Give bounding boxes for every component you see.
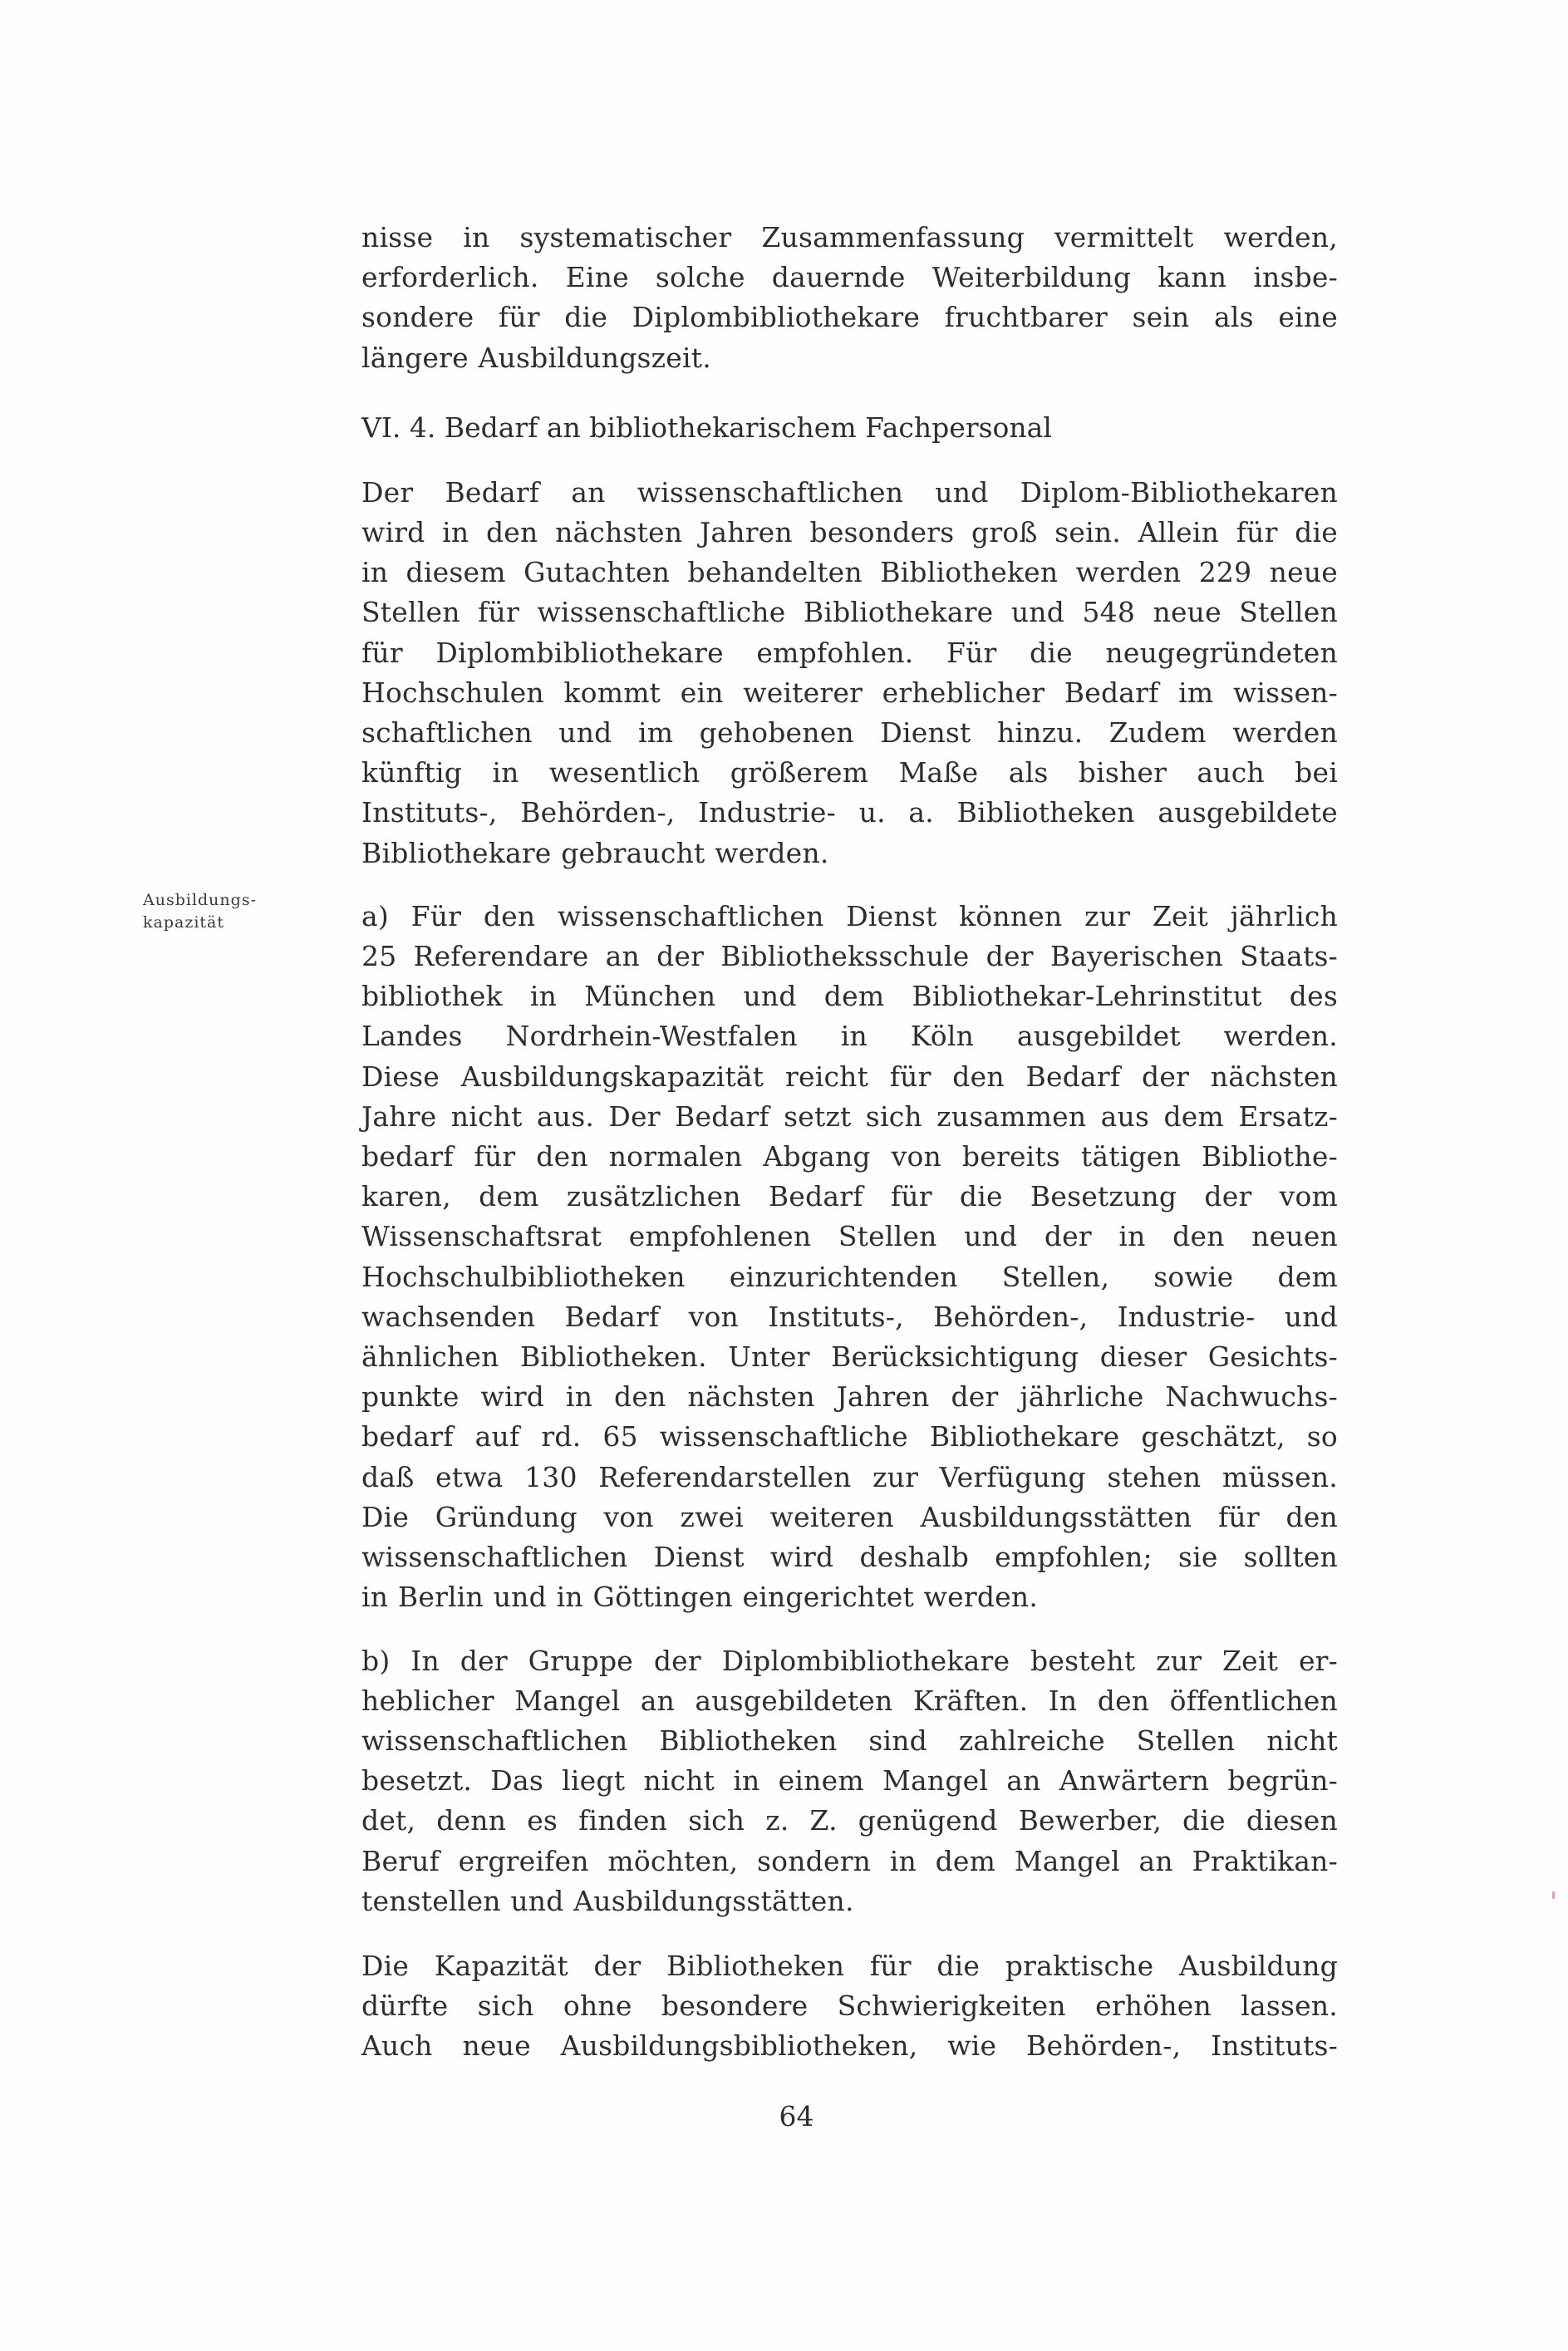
text-line: Hochschulbibliotheken einzurichtenden Stellen, sowie dem bbox=[361, 1260, 1338, 1293]
body-text-column bbox=[361, 218, 1338, 2067]
paragraph-bedarf bbox=[361, 473, 1338, 873]
text-line: Jahre nicht aus. Der Bedarf setzt sich zusammen aus dem Ersatz- bbox=[361, 1099, 1338, 1133]
text-line: tenstellen und Ausbildungsstätten. bbox=[361, 1884, 854, 1917]
text-line: wissenschaftlichen Dienst wird deshalb empfohlen; sie sollten bbox=[361, 1541, 1338, 1574]
text-line: wird in den nächsten Jahren besonders groß sein. Allein für die bbox=[361, 516, 1338, 549]
text-line: besetzt. Das liegt nicht in einem Mangel an Anwärtern begrün- bbox=[361, 1764, 1338, 1798]
text-line: det, denn es finden sich z. Z. genügend Bewerber, die diesen bbox=[361, 1804, 1338, 1837]
text-line: für Diplombibliothekare empfohlen. Für die neugegründeten bbox=[361, 636, 1338, 669]
text-line: Wissenschaftsrat empfohlenen Stellen und der in den neuen bbox=[361, 1220, 1338, 1253]
paragraph-a bbox=[361, 897, 1338, 1618]
text-line: längere Ausbildungszeit. bbox=[361, 341, 711, 374]
text-line: künftig in wesentlich größerem Maße als bisher auch bei bbox=[361, 756, 1338, 789]
text-line: Beruf ergreifen möchten, sondern in dem Mangel an Praktikan- bbox=[361, 1844, 1338, 1877]
text-line: 25 Referendare an der Bibliotheksschule der Bayerischen Staats- bbox=[361, 940, 1338, 973]
text-line: bedarf für den normalen Abgang von bereits tätigen Bibliothe- bbox=[361, 1140, 1338, 1173]
intro-paragraph bbox=[361, 218, 1338, 378]
text-line: bibliothek in München und dem Bibliothekar-Lehrinstitut des bbox=[361, 980, 1338, 1013]
text-line: heblicher Mangel an ausgebildeten Kräften. In den öffentlichen bbox=[361, 1684, 1338, 1717]
text-line: Auch neue Ausbildungsbibliotheken, wie Behörden-, Instituts- bbox=[361, 2029, 1338, 2063]
text-line: daß etwa 130 Referendarstellen zur Verfügung stehen müssen. bbox=[361, 1460, 1338, 1493]
text-line: wachsenden Bedarf von Instituts-, Behörden-, Industrie- und bbox=[361, 1300, 1338, 1333]
text-line: Diese Ausbildungskapazität reicht für den Bedarf der nächsten bbox=[361, 1060, 1338, 1093]
text-line: ähnlichen Bibliotheken. Unter Berücksichtigung dieser Gesichts- bbox=[361, 1340, 1338, 1374]
text-line: in Berlin und in Göttingen eingerichtet werden. bbox=[361, 1581, 1039, 1614]
text-line: Bibliothekare gebraucht werden. bbox=[361, 836, 829, 869]
text-line: Instituts-, Behörden-, Industrie- u. a. Bibliotheken ausgebildete bbox=[361, 796, 1338, 829]
page-number: 64 bbox=[779, 2100, 814, 2132]
margin-note-line: kapazität bbox=[143, 913, 225, 932]
text-line: in diesem Gutachten behandelten Bibliotheken werden 229 neue bbox=[361, 556, 1338, 589]
text-line: karen, dem zusätzlichen Bedarf für die Besetzung der vom bbox=[361, 1180, 1338, 1213]
paragraph-capacity bbox=[361, 1946, 1338, 2067]
paragraph-b bbox=[361, 1641, 1338, 1921]
text-line: Der Bedarf an wissenschaftlichen und Diplom-Bibliothekaren bbox=[361, 475, 1338, 509]
text-line: dürfte sich ohne besondere Schwierigkeiten erhöhen lassen. bbox=[361, 1989, 1338, 2023]
text-line: wissenschaftlichen Bibliotheken sind zahlreiche Stellen nicht bbox=[361, 1724, 1338, 1757]
text-line: erforderlich. Eine solche dauernde Weiterbildung kann insbe- bbox=[361, 261, 1338, 294]
text-line: Hochschulen kommt ein weiterer erheblicher Bedarf im wissen- bbox=[361, 676, 1338, 709]
text-line: Landes Nordrhein-Westfalen in Köln ausgebildet werden. bbox=[361, 1020, 1338, 1053]
text-line: schaftlichen und im gehobenen Dienst hinzu. Zudem werden bbox=[361, 716, 1338, 750]
margin-note-line: Ausbildungs- bbox=[143, 891, 257, 909]
margin-mark bbox=[1552, 1891, 1555, 1899]
text-line: bedarf auf rd. 65 wissenschaftliche Bibliothekare geschätzt, so bbox=[361, 1420, 1338, 1453]
text-line: b) In der Gruppe der Diplombibliothekare besteht zur Zeit er- bbox=[361, 1644, 1338, 1677]
text-line: sondere für die Diplombibliothekare fruchtbarer sein als eine bbox=[361, 301, 1338, 334]
text-line: Stellen für wissenschaftliche Bibliothekare und 548 neue Stellen bbox=[361, 596, 1338, 629]
text-line: nisse in systematischer Zusammenfassung vermittelt werden, bbox=[361, 221, 1338, 253]
text-line: Die Kapazität der Bibliotheken für die praktische Ausbildung bbox=[361, 1949, 1338, 1982]
text-line: a) Für den wissenschaftlichen Dienst können zur Zeit jährlich bbox=[361, 899, 1338, 932]
text-line: Die Gründung von zwei weiteren Ausbildungsstätten für den bbox=[361, 1500, 1338, 1533]
section-heading: VI. 4. Bedarf an bibliothekarischem Fachpersonal bbox=[361, 411, 1052, 444]
text-line: punkte wird in den nächsten Jahren der jährliche Nachwuchs- bbox=[361, 1380, 1338, 1414]
margin-note bbox=[143, 889, 309, 934]
